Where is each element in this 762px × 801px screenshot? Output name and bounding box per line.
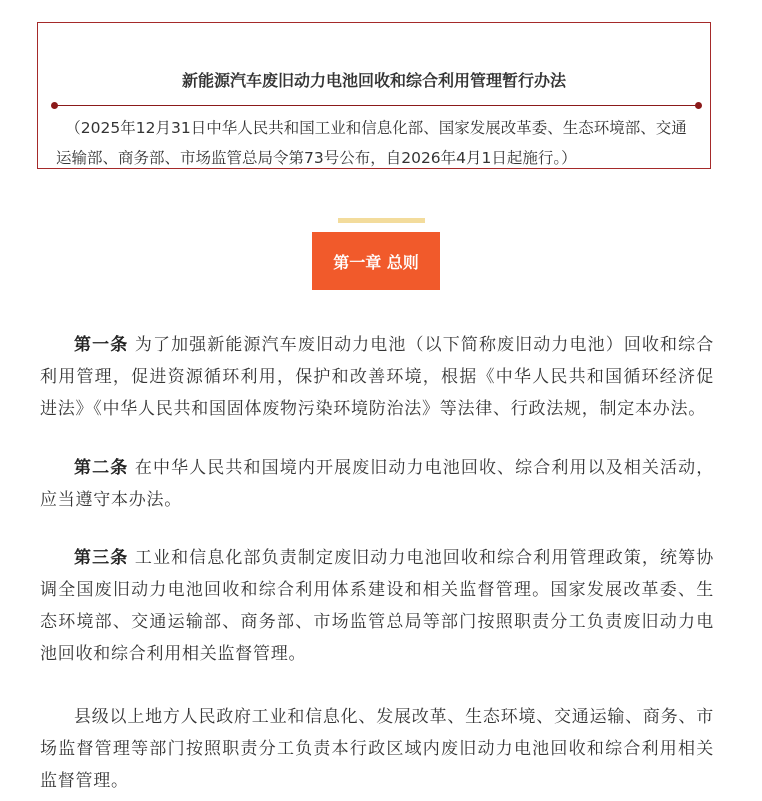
article-text: 为了加强新能源汽车废旧动力电池（以下简称废旧动力电池）回收和综合利用管理，促进资源循环利用，保护和改善环境，根据《中华人民共和国循环经济促进法》《中华人民共和国固体废物污染环境防治法》等法律、行政法规，制定本办法。 <box>40 335 715 419</box>
divider <box>54 105 699 106</box>
document-subtitle: （2025年12月31日中华人民共和国工业和信息化部、国家发展改革委、生态环境部、交通运输部、商务部、市场监管总局令第73号公布，自2026年4月1日起施行。） <box>56 119 687 167</box>
chapter-accent-bar <box>338 218 425 223</box>
article-text: 在中华人民共和国境内开展废旧动力电池回收、综合利用以及相关活动，应当遵守本办法。 <box>40 458 715 510</box>
rule-dot-right <box>695 102 702 109</box>
article-3-para-2 <box>40 701 714 797</box>
article-text: 县级以上地方人民政府工业和信息化、发展改革、生态环境、交通运输、商务、市场监督管理等部门按照职责分工负责本行政区域内废旧动力电池回收和综合利用相关监督管理。 <box>40 707 714 791</box>
document-title: 新能源汽车废旧动力电池回收和综合利用管理暂行办法 <box>181 71 566 90</box>
article-2 <box>40 452 714 516</box>
chapter-heading: 第一章 总则 <box>312 232 440 290</box>
article-text: 工业和信息化部负责制定废旧动力电池回收和综合利用管理政策，统筹协调全国废旧动力电池回收和综合利用体系建设和相关监督管理。国家发展改革委、生态环境部、交通运输部、商务部、市场监管总局等部门按照职责分工负责废旧动力电池回收和综合利用相关监督管理。 <box>40 548 715 664</box>
article-3 <box>40 542 714 670</box>
article-label: 第一条 <box>74 335 129 355</box>
header-box <box>37 22 711 169</box>
article-label: 第二条 <box>74 458 129 478</box>
article-1 <box>40 329 714 425</box>
article-label: 第三条 <box>74 548 129 568</box>
